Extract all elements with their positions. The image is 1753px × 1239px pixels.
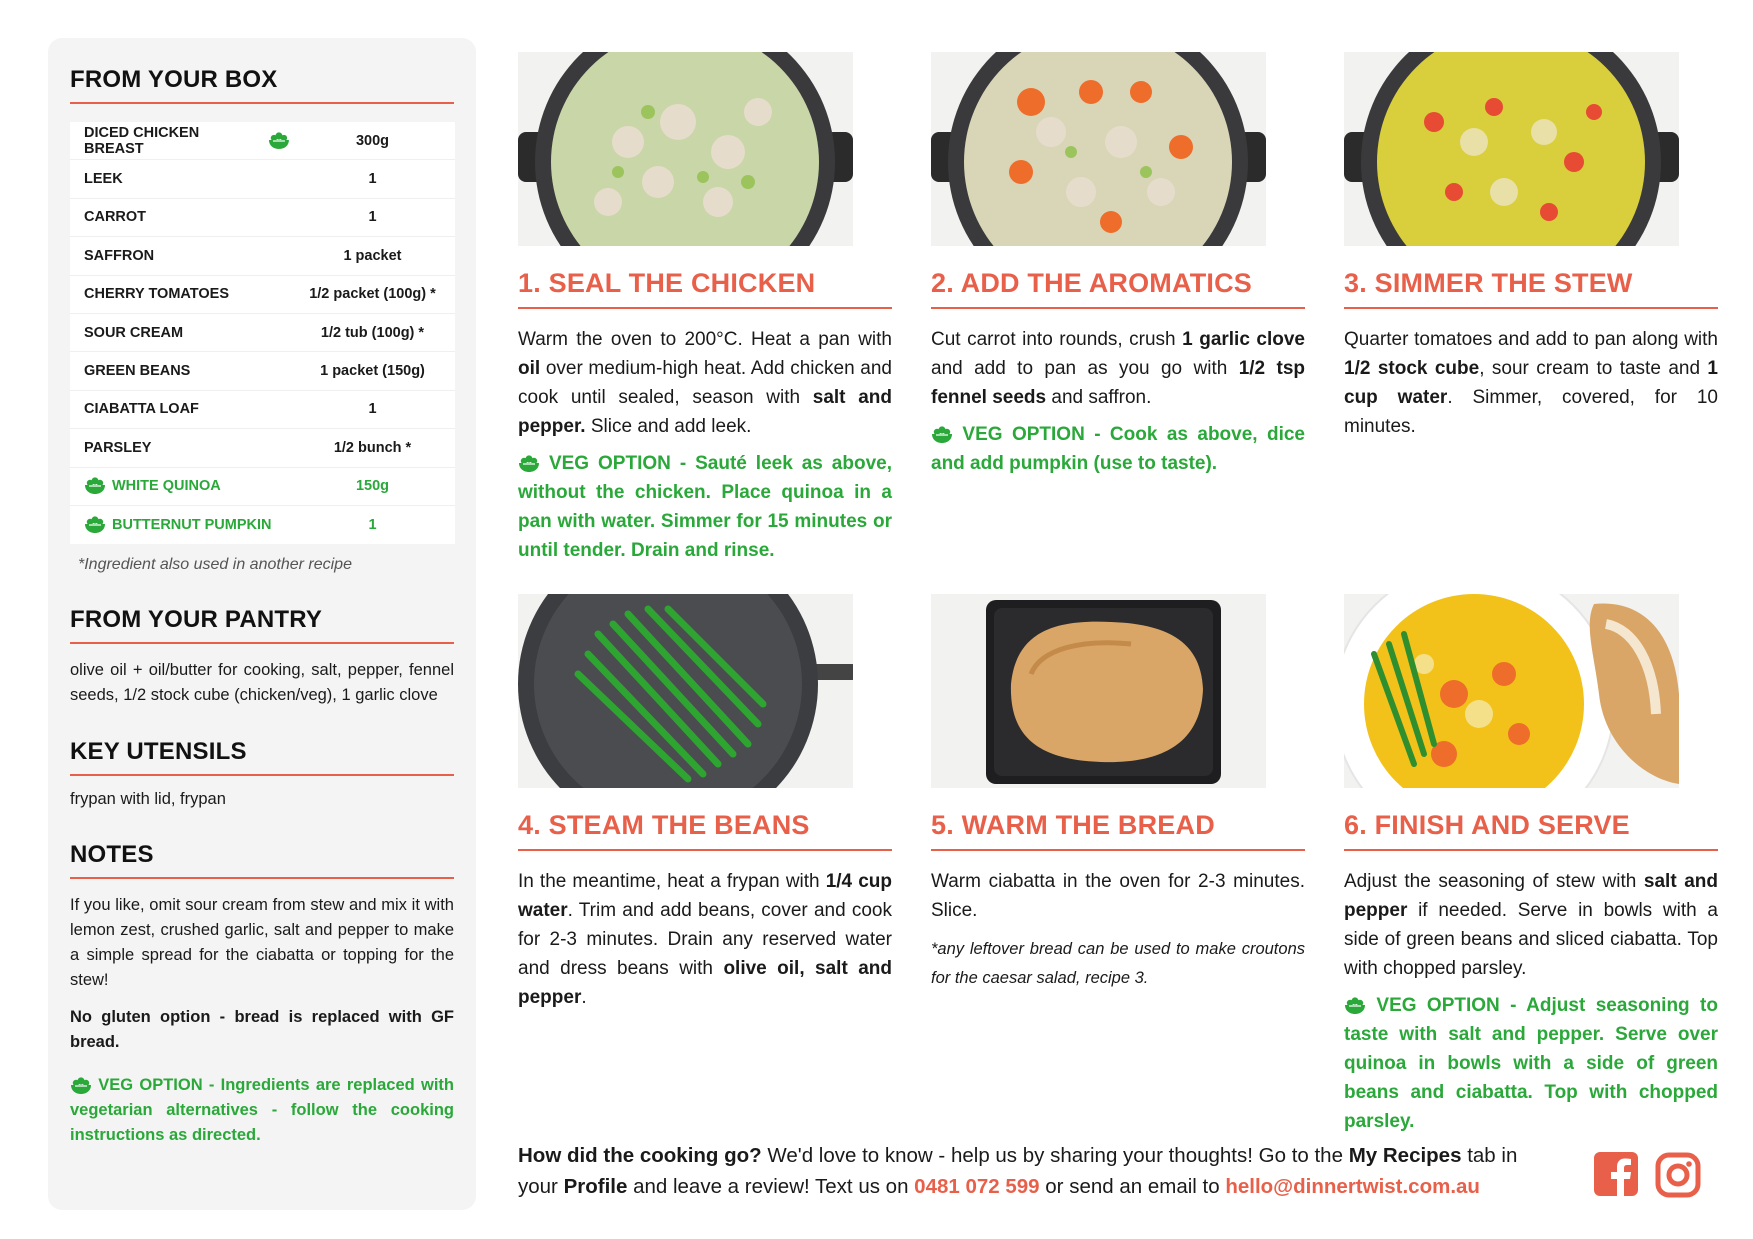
ingredient-qty: 1 <box>368 209 377 226</box>
key-utensils-heading: KEY UTENSILS <box>70 738 454 776</box>
step-6-title: 6. FINISH AND SERVE <box>1344 810 1718 851</box>
ingredient-name: CHERRY TOMATOES <box>84 286 230 303</box>
ingredient-footnote: *Ingredient also used in another recipe <box>78 556 352 574</box>
ingredients-sidebar <box>48 38 476 1210</box>
step-6 <box>1344 594 1718 1136</box>
ingredients-table <box>70 122 455 544</box>
ingredient-qty: 150g <box>355 478 390 495</box>
step-5-title: 5. WARM THE BREAD <box>931 810 1305 851</box>
ingredient-row <box>70 276 455 314</box>
ingredient-name: SAFFRON <box>84 247 155 264</box>
step-5-body: Warm ciabatta in the oven for 2-3 minutes. Slice. <box>931 871 1305 921</box>
step-3-title: 3. SIMMER THE STEW <box>1344 268 1718 309</box>
ingredient-row <box>70 352 455 390</box>
ingredient-qty: 300g <box>355 132 390 149</box>
notes-text: If you like, omit sour cream from stew and mix it with lemon zest, crushed garlic, salt and pepper to make a simple spread for the ciabatta or topping for the stew! <box>70 896 454 990</box>
ingredient-qty: 1 <box>368 517 377 534</box>
veg-bowl-icon <box>84 477 106 495</box>
footer-question: How did the cooking go? <box>518 1144 762 1167</box>
step-4-body: In the meantime, heat a frypan with 1/4 cup water. Trim and add beans, cover and cook for 2-3 minutes. Drain any reserved water and dress beans with olive oil, salt and pepper. <box>518 871 892 1008</box>
ingredient-qty: 1 packet <box>343 247 402 264</box>
email-link[interactable]: hello@dinnertwist.com.au <box>1225 1175 1480 1198</box>
ingredient-name: DICED CHICKEN BREAST <box>70 125 290 157</box>
step-2 <box>931 52 1305 478</box>
ingredient-name: BUTTERNUT PUMPKIN <box>70 516 290 534</box>
step-2-photo <box>931 52 1266 246</box>
from-your-box-heading: FROM YOUR BOX <box>70 66 454 104</box>
ingredient-name: CARROT <box>84 209 147 226</box>
my-recipes-label: My Recipes <box>1348 1144 1462 1167</box>
step-5-photo <box>931 594 1266 788</box>
step-5-leftover-note: *any leftover bread can be used to make croutons for the caesar salad, recipe 3. <box>931 940 1305 987</box>
profile-label: Profile <box>563 1175 628 1198</box>
ingredient-name: LEEK <box>84 171 123 188</box>
veg-bowl-icon <box>518 455 540 473</box>
notes-gluten-option: No gluten option - bread is replaced with GF bread. <box>70 1008 454 1052</box>
step-1 <box>518 52 892 565</box>
veg-bowl-icon <box>268 132 290 150</box>
step-3-photo <box>1344 52 1679 246</box>
ingredient-qty: 1 <box>368 171 377 188</box>
step-6-veg-option: VEG OPTION - Adjust seasoning to taste with salt and pepper. Serve over quinoa in bowls with a side of green beans and ciabatta. Top with chopped parsley. <box>1344 995 1718 1132</box>
veg-bowl-icon <box>931 426 953 444</box>
ingredient-row <box>70 160 455 198</box>
veg-bowl-icon <box>84 516 106 534</box>
step-4-title: 4. STEAM THE BEANS <box>518 810 892 851</box>
ingredient-row <box>70 429 455 467</box>
ingredient-name: CIABATTA LOAF <box>84 401 199 418</box>
ingredient-qty: 1 packet (150g) <box>320 363 425 380</box>
step-2-body: Cut carrot into rounds, crush 1 garlic clove and add to pan as you go with 1/2 tsp fennel seeds and saffron. <box>931 329 1305 408</box>
ingredient-qty: 1 <box>368 401 377 418</box>
instagram-icon[interactable] <box>1655 1152 1701 1203</box>
ingredient-row <box>70 391 455 429</box>
step-1-title: 1. SEAL THE CHICKEN <box>518 268 892 309</box>
ingredient-name: SOUR CREAM <box>84 324 184 341</box>
veg-bowl-icon <box>70 1077 92 1095</box>
step-2-veg-option: VEG OPTION - Cook as above, dice and add pumpkin (use to taste). <box>931 424 1306 474</box>
step-6-body: Adjust the seasoning of stew with salt and pepper if needed. Serve in bowls with a side of green beans and sliced ciabatta. Top with chopped parsley. <box>1344 871 1718 979</box>
step-6-photo <box>1344 594 1679 788</box>
ingredient-row <box>70 237 455 275</box>
ingredient-qty: 1/2 tub (100g) * <box>320 324 425 341</box>
ingredient-row <box>70 468 455 506</box>
ingredient-qty: 1/2 packet (100g) * <box>309 286 436 303</box>
utensils-text: frypan with lid, frypan <box>70 790 226 809</box>
ingredient-row <box>70 506 455 544</box>
notes-veg-option: VEG OPTION - Ingredients are replaced with vegetarian alternatives - follow the cooking instructions as directed. <box>70 1076 454 1145</box>
ingredient-name: GREEN BEANS <box>84 363 191 380</box>
step-3 <box>1344 52 1718 441</box>
notes-heading: NOTES <box>70 841 454 879</box>
pantry-text: olive oil + oil/butter for cooking, salt, pepper, fennel seeds, 1/2 stock cube (chicken/veg), 1 garlic clove <box>70 661 454 705</box>
step-1-body: Warm the oven to 200°C. Heat a pan with oil over medium-high heat. Add chicken and cook until sealed, season with salt and pepper. Slice and add leek. <box>518 329 892 437</box>
review-footer: How did the cooking go? We'd love to know - help us by sharing your thoughts! Go to the My Recipes tab in your Profile and leave a review! Text us on 0481 072 599 or send an email to hello@dinnertwist.com.au <box>518 1144 1518 1198</box>
step-1-veg-option: VEG OPTION - Sauté leek as above, without the chicken. Place quinoa in a pan with water. Simmer for 15 minutes or until tender. Drain and rinse. <box>518 453 892 561</box>
step-4 <box>518 594 892 1012</box>
ingredient-row <box>70 199 455 237</box>
step-3-body: Quarter tomatoes and add to pan along with 1/2 stock cube, sour cream to taste and 1 cup water. Simmer, covered, for 10 minutes. <box>1344 329 1718 437</box>
ingredient-qty: 1/2 bunch * <box>333 439 412 456</box>
ingredient-name: PARSLEY <box>84 439 152 456</box>
ingredient-row <box>70 314 455 352</box>
phone-number[interactable]: 0481 072 599 <box>914 1175 1040 1198</box>
ingredient-name: WHITE QUINOA <box>70 477 290 495</box>
veg-bowl-icon <box>1344 997 1366 1015</box>
step-4-photo <box>518 594 853 788</box>
from-your-pantry-heading: FROM YOUR PANTRY <box>70 606 454 644</box>
facebook-icon[interactable] <box>1594 1152 1638 1201</box>
step-2-title: 2. ADD THE AROMATICS <box>931 268 1305 309</box>
step-5 <box>931 594 1305 993</box>
ingredient-row <box>70 122 455 160</box>
step-1-photo <box>518 52 853 246</box>
